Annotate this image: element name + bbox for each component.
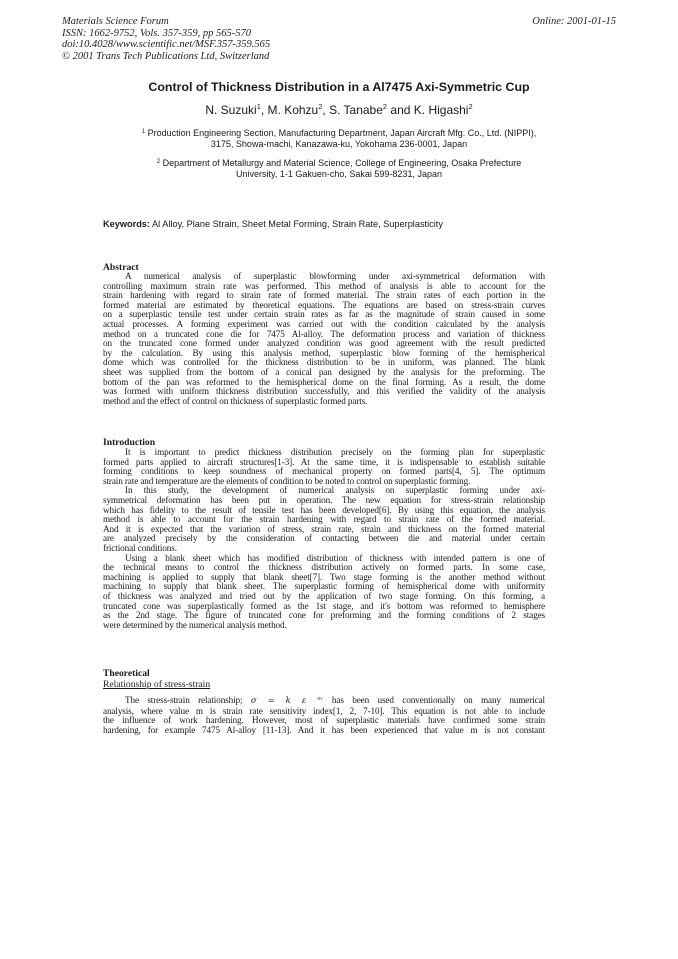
author-separator: ,	[260, 103, 268, 117]
intro-line: It is important to predict thickness distribution precisely on the forming plan for superplastic	[125, 447, 545, 457]
intro-line: the technical means to control the thickness distribution actively on formed parts. In some case,	[103, 562, 545, 573]
abstract-line: strain hardening with regard to strain rate of formed material. The strain rates of each portion in the	[103, 290, 545, 301]
author-separator: ,	[322, 103, 330, 117]
affil-mark: 2	[156, 159, 161, 165]
intro-line: machining is applied to supply that blank sheet[7]. Two stage forming is the another method without	[103, 571, 545, 582]
abstract-line: on a superplastic tensile test under certain strain rates as far as the magnitude of strain caused in some	[103, 309, 545, 320]
intro-line: machining to supply that blank sheet. The superplastic forming of hemispherical dome with uniformity	[103, 581, 545, 592]
abstract-line: A numerical analysis of superplastic blowforming under axi-symmetrical deformation with	[125, 271, 545, 281]
journal-copyright: © 2001 Trans Tech Publications Ltd, Switzerland	[62, 50, 270, 62]
theoretical-subheading: Relationship of stress-strain	[103, 679, 211, 690]
keywords-label: Keywords:	[103, 219, 150, 229]
online-date: Online: 2001-01-15	[532, 16, 616, 27]
theoretical-body	[103, 696, 545, 735]
affiliation-2	[90, 158, 588, 180]
paper-title: Control of Thickness Distribution in a Al7475 Axi-Symmetric Cup	[148, 80, 530, 94]
author-affil-mark: 2	[468, 102, 473, 111]
theoretical-line: the influence of work hardening. However, most of superplastic materials have confirmed some strain	[103, 715, 545, 726]
intro-line: of thickness was analyzed and tried out by the application of two stage forming. On this forming, a	[103, 590, 545, 601]
author-name: M. Kohzu	[267, 103, 319, 117]
keywords-text: Al Alloy, Plane Strain, Sheet Metal Forming, Strain Rate, Superplasticity	[152, 219, 443, 229]
stress-strain-equation: σ = k ε ᵐ	[250, 696, 324, 706]
abstract-line: sheet was supplied from the bottom of a conical pan designed by the analysis for the preforming. The	[103, 366, 545, 377]
intro-line: symmetrical deformation has been put in operation. The new equation for stress-strain relationship	[103, 494, 545, 505]
theoretical-heading: Theoretical	[103, 668, 150, 679]
author-affil-mark: 2	[382, 102, 388, 111]
affil-line: Production Engineering Section, Manufacturing Department, Japan Aircraft Mfg. Co., Ltd. (NIPPI),	[147, 128, 537, 138]
intro-line: In this study, the development of numerical analysis on superplastic forming under axi-	[125, 485, 545, 496]
abstract-line: on the truncated cone formed under analyzed condition was good agreement with the result predicted	[103, 338, 545, 349]
abstract-line: formed material are estimated by theoretical equations. The equations are based on stress-strain curves	[103, 299, 545, 310]
abstract-heading: Abstract	[103, 262, 139, 273]
author-name: S. Tanabe	[329, 103, 383, 117]
author-list	[0, 103, 678, 117]
intro-line: as the 2nd stage. The figure of truncated cone for preforming and the forming conditions of 2 stages	[103, 610, 545, 621]
theoretical-line: hardening, for example 7475 Al-alloy [11-13]. And it has been experienced that value m is not constant	[103, 724, 545, 735]
affil-line: University, 1-1 Gakuen-cho, Sakai 599-8231, Japan	[236, 169, 442, 180]
theoretical-line1-post: has been used conventionally on many numerical	[331, 695, 545, 705]
intro-line: method is able to account for the strain hardening with regard to strain rate of the formed material.	[103, 514, 545, 525]
author-affil-mark: 2	[318, 102, 323, 111]
journal-issn: ISSN: 1662-9752, Vols. 357-359, pp 565-570	[62, 27, 251, 39]
author-name: K. Higashi	[413, 103, 469, 117]
intro-line: strain rate and temperature are the elements of condition to be noted to control on superplastic forming.	[103, 475, 471, 486]
intro-line: Using a blank sheet which has modified distribution of thickness with intended pattern is one of	[125, 552, 545, 563]
intro-line: truncated cone was superplastically formed as the 1st stage, and it's bottom was reformed to hemisphere	[103, 600, 545, 611]
abstract-body	[103, 272, 545, 406]
affil-mark: 1	[141, 129, 146, 135]
abstract-line: bottom of the pan was reformed to the hemispherical dome on the final forming. As a result, the dome	[103, 376, 545, 387]
intro-heading: Introduction	[103, 437, 156, 448]
author-affil-mark: 1	[256, 102, 261, 111]
abstract-line: controlling maximum strain rate was performed. This method of analysis is able to account for the	[103, 280, 545, 291]
keywords	[103, 219, 443, 229]
intro-line: frictional conditions.	[103, 542, 177, 553]
intro-line: are analyzed precisely by the consideration of contacting between die and material under certain	[103, 533, 545, 544]
author-name: N. Suzuki	[205, 103, 257, 117]
theoretical-line	[103, 696, 545, 707]
intro-line: forming conditions to keep soundness of mechanical property on formed parts[4, 5]. The optimum	[103, 466, 545, 477]
intro-line: were determined by the numerical analysis method.	[103, 619, 287, 630]
abstract-line: method on a truncated cone die for 7475 Al-alloy. The deformation process and variation of thickness	[103, 328, 545, 339]
abstract-line: actual processes. A forming experiment was carried out with the condition calculated by the analysis	[103, 318, 545, 329]
theoretical-line1-pre: The stress-strain relationship;	[125, 695, 243, 705]
affil-line: 3175, Showa-machi, Kanazawa-ku, Yokohama 236-0001, Japan	[210, 139, 468, 150]
intro-body	[103, 448, 545, 630]
abstract-line: method and the effect of control on thickness of superplastic formed parts.	[103, 395, 368, 406]
affil-line: Department of Metallurgy and Material Science, College of Engineering, Osaka Prefecture	[162, 158, 522, 168]
intro-line: And it is expected that the variation of stress, strain rate, strain and thickness on the formed material	[103, 523, 545, 534]
abstract-line: by the calculation. By using this analysis method, superplastic blow forming of the hemispherical	[103, 347, 545, 358]
journal-name: Materials Science Forum	[62, 16, 169, 27]
intro-line: which has fidelity to the result of tensile test has been developed[6]. By using this equation, the analysis	[103, 504, 545, 515]
author-separator: and	[387, 103, 414, 117]
intro-line: formed parts applied to aircraft structures[1-3]. At the same time, it is indispensable to establish suitable	[103, 456, 545, 467]
journal-doi[interactable]: doi:10.4028/www.scientific.net/MSF.357-359.565	[62, 39, 271, 50]
theoretical-line: analysis, where value m is strain rate sensitivity index[1, 2, 7-10]. This equation is not able to include	[103, 705, 545, 716]
affiliation-1	[90, 128, 588, 150]
abstract-line: was formed with uniform thickness distribution successfully, and this verified the validity of the analysis	[103, 386, 545, 397]
journal-info	[62, 16, 270, 62]
abstract-line: dome which was controlled for the thickness distribution to be in uniform, was planned. The blank	[103, 357, 545, 368]
